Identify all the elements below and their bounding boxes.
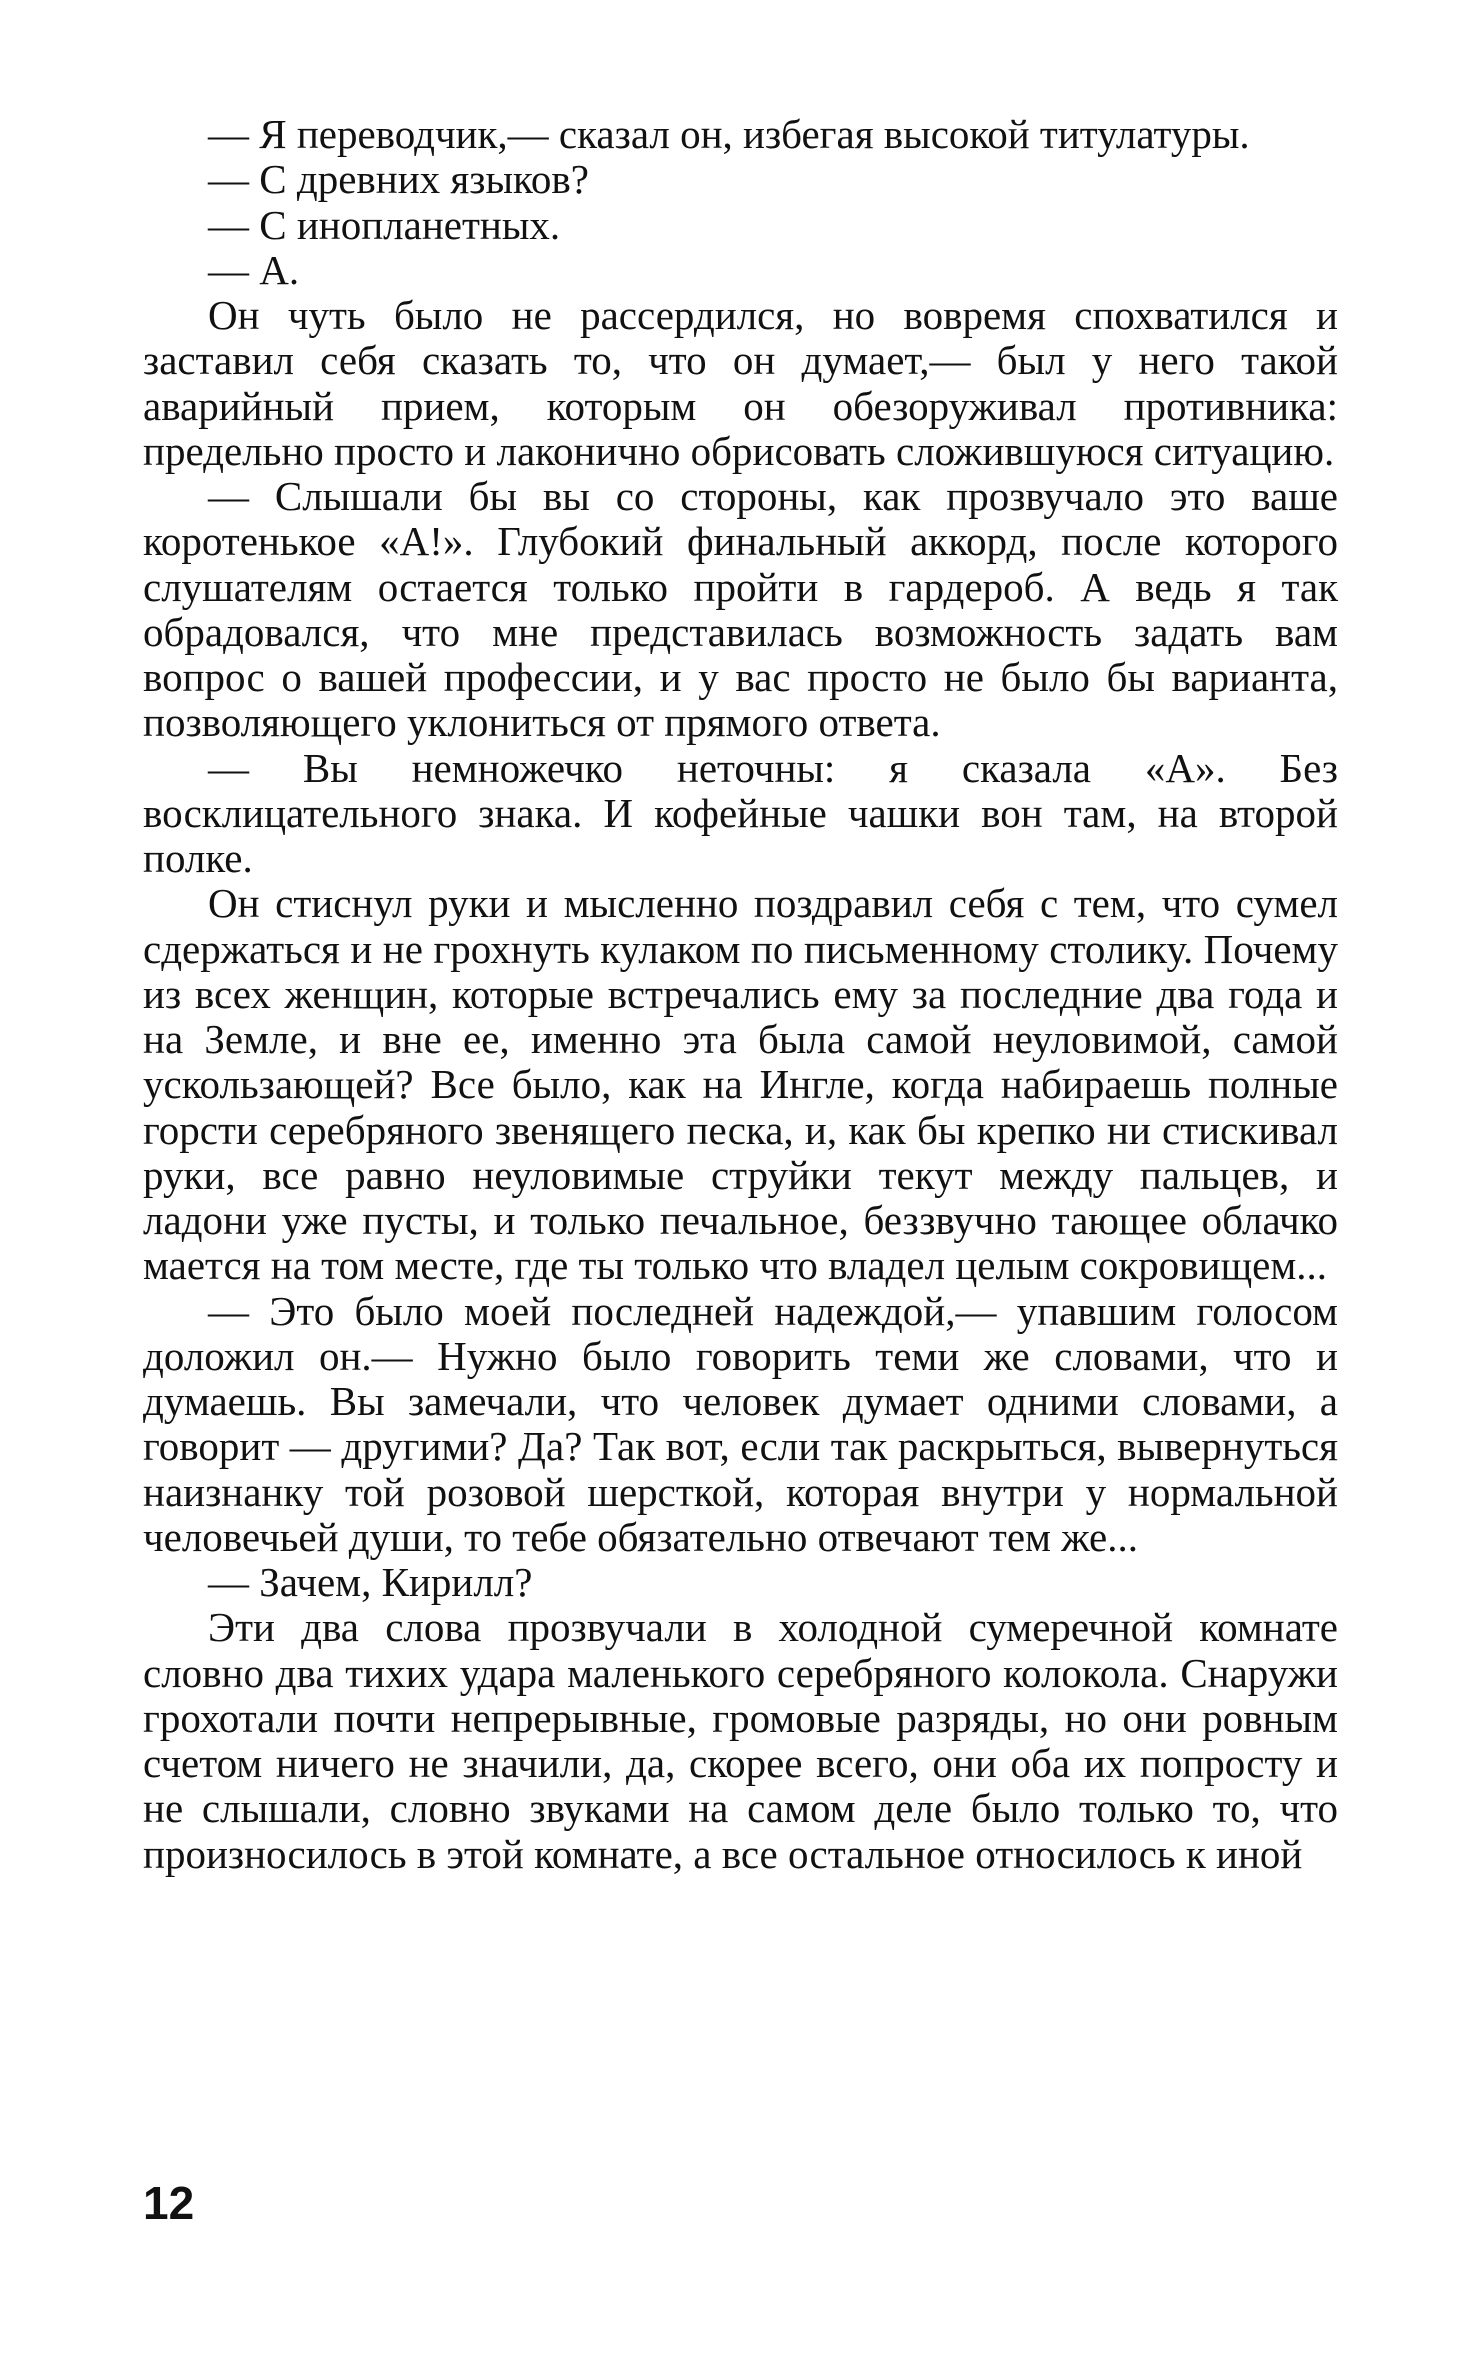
paragraph: Эти два слова прозвучали в холодной сумеречной комнате словно два тихих удара маленького серебряного колокола. Снаружи грохотали почти непрерывные, громовые разряды, но они ровным счетом ничего не значили, да, скорее всего, они оба их попросту и не слышали, словно звуками на самом деле было только то, что произносилось в этой комнате, а все остальное относилось к иной [143, 1604, 1338, 1877]
page-number: 12 [143, 2177, 195, 2229]
book-page [143, 112, 1338, 1877]
paragraph: — Вы немножечко неточны: я сказала «А». Без восклицательного знака. И кофейные чашки вон там, на второй полке. [143, 744, 1338, 881]
paragraph: — Я переводчик,— сказал он, избегая высокой титулатуры. [208, 111, 1250, 157]
paragraph: — А. [208, 246, 300, 293]
paragraph: — Зачем, Кирилл? [208, 1559, 533, 1605]
paragraph: Он чуть было не рассердился, но вовремя спохватился и заставил себя сказать то, что он думает,— был у него такой аварийный прием, которым он обезоруживал противника: предельно просто и лаконично обрисовать сложившуюся ситуацию. [143, 292, 1338, 474]
paragraph: — С инопланетных. [208, 201, 561, 248]
paragraph: — Слышали бы вы со стороны, как прозвучало это ваше коротенькое «А!». Глубокий финальный аккорд, после которого слушателям остается только пройти в гардероб. А ведь я так обрадовался, что мне представилась возможность задать вам вопрос о вашей профессии, и у вас просто не было бы варианта, позволяющего уклониться от прямого ответа. [143, 473, 1338, 746]
paragraph: — С древних языков? [208, 156, 589, 203]
paragraph: Он стиснул руки и мысленно поздравил себя с тем, что сумел сдержаться и не грохнуть кулаком по письменному столику. Почему из всех женщин, которые встречались ему за последние два года и на Земле, и вне ее, именно эта была самой неуловимой, самой ускользающей? Все было, как на Ингле, когда набираешь полные горсти серебряного звенящего песка, и, как бы крепко ни стискивал руки, все равно неуловимые струйки текут между пальцев, и ладони уже пусты, и только печальное, беззвучно тающее облачко мается на том месте, где ты только что владел целым сокровищем... [143, 880, 1338, 1289]
paragraph: — Это было моей последней надеждой,— упавшим голосом доложил он.— Нужно было говорить теми же словами, что и думаешь. Вы замечали, что человек думает одними словами, а говорит — другими? Да? Так вот, если так раскрыться, вывернуться наизнанку той розовой шерсткой, которая внутри у нормальной человечьей души, то тебе обязательно отвечают тем же... [143, 1287, 1338, 1560]
page-text [143, 112, 1338, 1877]
